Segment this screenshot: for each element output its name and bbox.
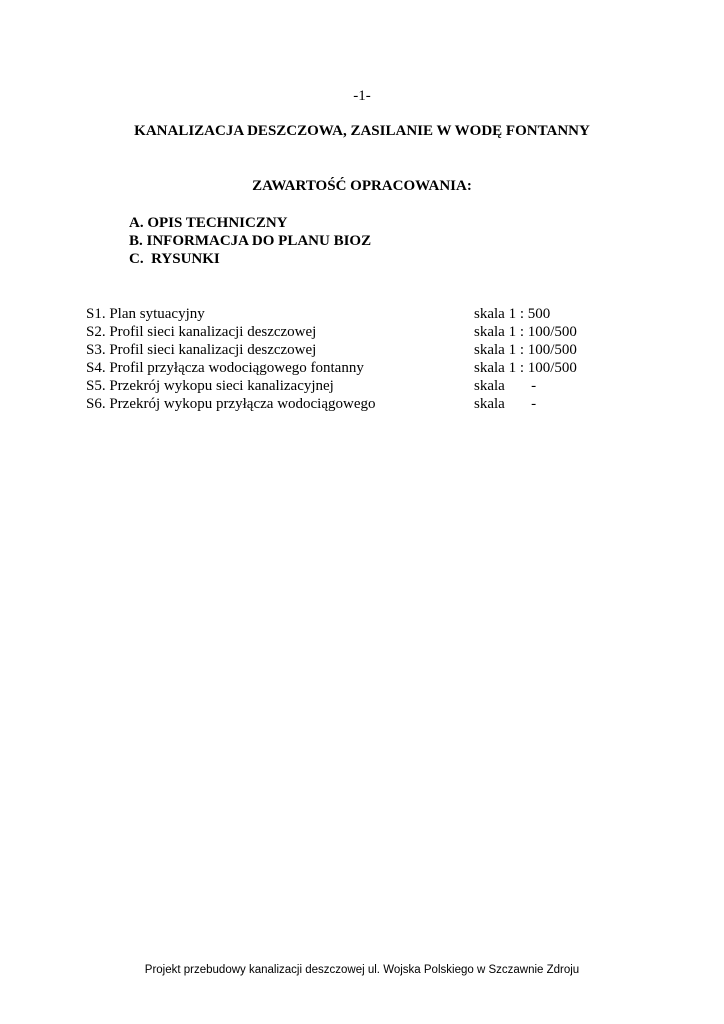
- drawing-name: S2. Profil sieci kanalizacji deszczowej: [86, 324, 317, 340]
- section-item-c: C. RYSUNKI: [129, 251, 220, 267]
- drawing-row: [86, 395, 606, 413]
- drawings-list: [86, 305, 606, 413]
- drawing-row: [86, 323, 606, 341]
- drawing-row: [86, 305, 606, 323]
- section-item-b: B. INFORMACJA DO PLANU BIOZ: [129, 233, 372, 249]
- page-number: -1-: [353, 88, 371, 104]
- section-item-a: A. OPIS TECHNICZNY: [129, 215, 288, 231]
- contents-heading: ZAWARTOŚĆ OPRACOWANIA:: [252, 178, 472, 194]
- drawing-scale: skala 1 : 500: [474, 306, 551, 322]
- page-footer: Projekt przebudowy kanalizacji deszczowej ul. Wojska Polskiego w Szczawnie Zdroju: [144, 964, 580, 976]
- drawing-name: S4. Profil przyłącza wodociągowego fontanny: [86, 360, 364, 376]
- drawing-row: [86, 359, 606, 377]
- drawing-scale: skala -: [474, 378, 537, 394]
- drawing-scale: skala 1 : 100/500: [474, 360, 577, 376]
- sections-list: [129, 214, 371, 268]
- drawing-scale: skala -: [474, 396, 537, 412]
- drawing-row: [86, 341, 606, 359]
- drawing-scale: skala 1 : 100/500: [474, 342, 577, 358]
- drawing-name: S1. Plan sytuacyjny: [86, 306, 205, 322]
- drawing-name: S6. Przekrój wykopu przyłącza wodociągowego: [86, 396, 376, 412]
- drawing-name: S3. Profil sieci kanalizacji deszczowej: [86, 342, 317, 358]
- drawing-row: [86, 377, 606, 395]
- drawing-name: S5. Przekrój wykopu sieci kanalizacyjnej: [86, 378, 334, 394]
- drawing-scale: skala 1 : 100/500: [474, 324, 577, 340]
- document-title: KANALIZACJA DESZCZOWA, ZASILANIE W WODĘ FONTANNY: [134, 123, 590, 139]
